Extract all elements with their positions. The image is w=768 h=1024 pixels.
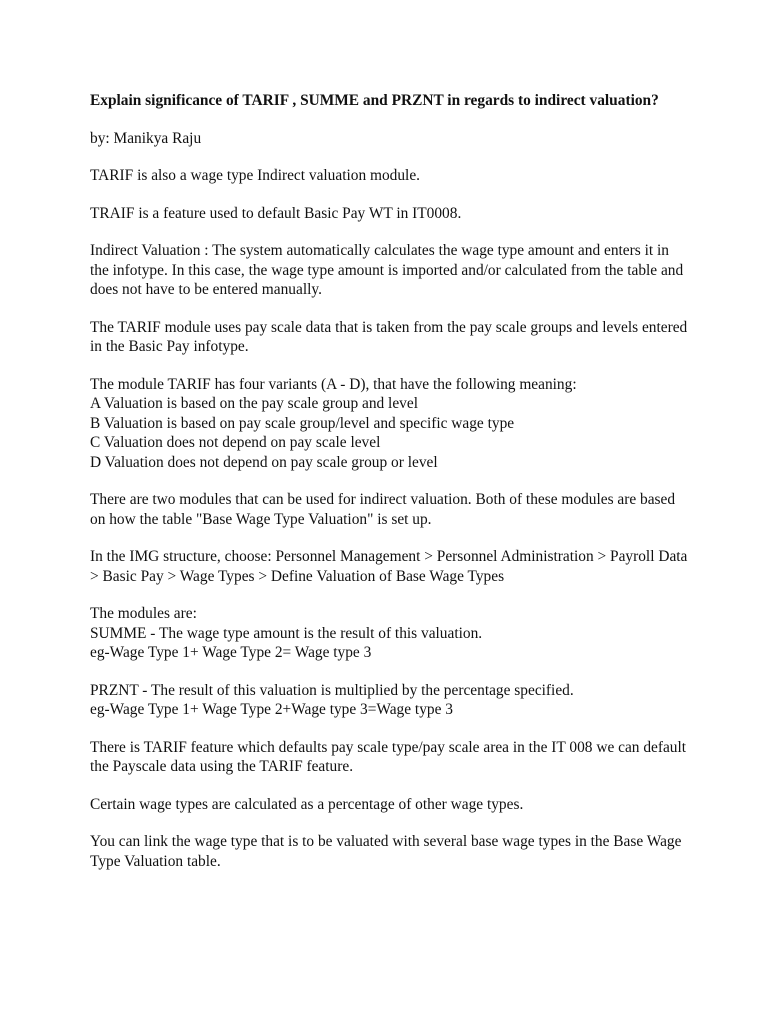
paragraph-traif-feature: TRAIF is a feature used to default Basic Pay WT in IT0008.	[90, 204, 462, 222]
paragraph-percentage-wage-types: Certain wage types are calculated as a percentage of other wage types.	[90, 795, 524, 813]
variant-item-a: A Valuation is based on the pay scale group and level	[90, 395, 418, 412]
paragraph-tarif-module: The TARIF module uses pay scale data that is taken from the pay scale groups and levels entered in the Basic Pay infotype.	[90, 318, 688, 355]
document-body	[90, 91, 690, 871]
paragraph-two-modules: There are two modules that can be used for indirect valuation. Both of these modules are based on how the table "Base Wage Type Valuation" is set up.	[90, 491, 676, 528]
variant-item-b: B Valuation is based on pay scale group/level and specific wage type	[90, 414, 515, 432]
modules-intro: The modules are:	[90, 605, 197, 622]
author-line: by: Manikya Raju	[90, 129, 202, 147]
paragraph-img-structure: In the IMG structure, choose: Personnel Management > Personnel Administration > Payroll Data > Basic Pay > Wage Types > Define Valuation of Base Wage Types	[90, 548, 688, 585]
prznt-block	[90, 681, 690, 720]
summe-example: eg-Wage Type 1+ Wage Type 2= Wage type 3	[90, 644, 372, 661]
variant-item-d: D Valuation does not depend on pay scale group or level	[90, 453, 438, 471]
prznt-description: PRZNT - The result of this valuation is multiplied by the percentage specified.	[90, 681, 574, 699]
paragraph-tarif-wage-type: TARIF is also a wage type Indirect valuation module.	[90, 167, 421, 184]
paragraph-base-wage-type-link: You can link the wage type that is to be valuated with several base wage types in the Base Wage Type Valuation table.	[90, 833, 682, 870]
variants-block	[90, 375, 690, 473]
document-title: Explain significance of TARIF , SUMME and PRZNT in regards to indirect valuation?	[90, 92, 659, 109]
paragraph-tarif-feature-defaults: There is TARIF feature which defaults pay scale type/pay scale area in the IT 008 we can default the Payscale data using the TARIF feature.	[90, 738, 687, 775]
prznt-example: eg-Wage Type 1+ Wage Type 2+Wage type 3=Wage type 3	[90, 701, 453, 718]
summe-description: SUMME - The wage type amount is the result of this valuation.	[90, 624, 483, 642]
modules-block	[90, 604, 690, 663]
paragraph-indirect-valuation: Indirect Valuation : The system automatically calculates the wage type amount and enters it in the infotype. In this case, the wage type amount is imported and/or calculated from the table and does not have to be entered manually.	[90, 242, 684, 298]
variant-item-c: C Valuation does not depend on pay scale level	[90, 434, 381, 451]
variants-intro: The module TARIF has four variants (A - D), that have the following meaning:	[90, 375, 577, 393]
